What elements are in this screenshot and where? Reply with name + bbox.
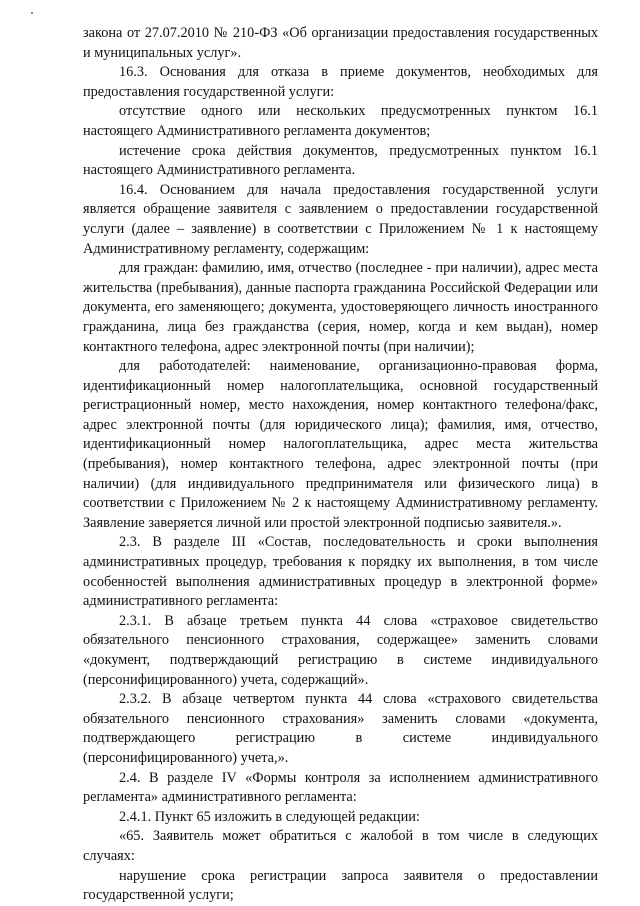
paragraph-for-citizens: для граждан: фамилию, имя, отчество (последнее - при наличии), адрес места жительства (пребывания), данные паспорта гражданина Российской Федерации или документа, его заменяющего; документа, удостоверяющего личность иностранного гражданина, лица без гражданства (серия, номер, когда и кем выдан), номер контактного телефона, адрес электронной почты (при наличии); xyxy=(83,260,598,355)
paragraph-2-3-2: 2.3.2. В абзаце четвертом пункта 44 слова «страхового свидетельства обязательного пенсионного страхования» заменить словами «документа, подтверждающего регистрацию в системе индивидуального (персонифицированного) учета,». xyxy=(83,691,598,766)
scan-dot-mark xyxy=(30,11,34,15)
paragraph-2-3: 2.3. В разделе III «Состав, последовательность и сроки выполнения административных процедур, требования к порядку их выполнения, в том числе особенностей выполнения административных процедур в электронной форме» административного регламента: xyxy=(83,534,598,610)
paragraph-2-4-1: 2.4.1. Пункт 65 изложить в следующей редакции: xyxy=(119,808,420,825)
paragraph-registration-violation: нарушение срока регистрации запроса заявителя о предоставлении государственной услуги; xyxy=(83,867,598,904)
paragraph-2-3-1: 2.3.1. В абзаце третьем пункта 44 слова «страховое свидетельство обязательного пенсионного страхования, содержащее» заменить словами «документ, подтверждающий регистрацию в системе индивидуального (персонифицированного) учета, содержащий». xyxy=(83,612,598,688)
paragraph-law-reference: закона от 27.07.2010 № 210-ФЗ «Об организации предоставления государственных и муниципальных услуг». xyxy=(83,25,598,61)
paragraph-expired-documents: истечение срока действия документов, предусмотренных пунктом 16.1 настоящего Административного регламента. xyxy=(83,142,598,179)
paragraph-missing-documents: отсутствие одного или нескольких предусмотренных пунктом 16.1 настоящего Административного регламента документов; xyxy=(83,103,598,139)
paragraph-2-4: 2.4. В разделе IV «Формы контроля за исполнением административного регламента» административного регламента: xyxy=(83,769,598,806)
paragraph-16-4: 16.4. Основанием для начала предоставления государственной услуги является обращение заявителя с заявлением о предоставлении государственной услуги (далее – заявление) в соответствии с Приложением № 1 к настоящему Административному регламенту, содержащим: xyxy=(83,181,598,257)
paragraph-65: «65. Заявитель может обратиться с жалобой в том числе в следующих случаях: xyxy=(83,828,598,864)
paragraph-for-employers: для работодателей: наименование, организационно-правовая форма, идентификационный номер налогоплательщика, основной государственный регистрационный номер, место нахождения, номер контактного телефона/факс, адрес электронной почты (для юридического лица); фамилия, имя, отчество, идентификационный номер налогоплательщика, адрес места жительства (пребывания), номер контактного телефона, адрес электронной почты (при наличии) (для индивидуального предпринимателя или физического лица) в соответствии с Приложением № 2 к настоящему Административному регламенту. Заявление заверяется личной или простой электронной подписью заявителя.». xyxy=(83,358,598,531)
document-body xyxy=(83,24,598,906)
paragraph-16-3: 16.3. Основания для отказа в приеме документов, необходимых для предоставления государственной услуги: xyxy=(83,64,598,100)
